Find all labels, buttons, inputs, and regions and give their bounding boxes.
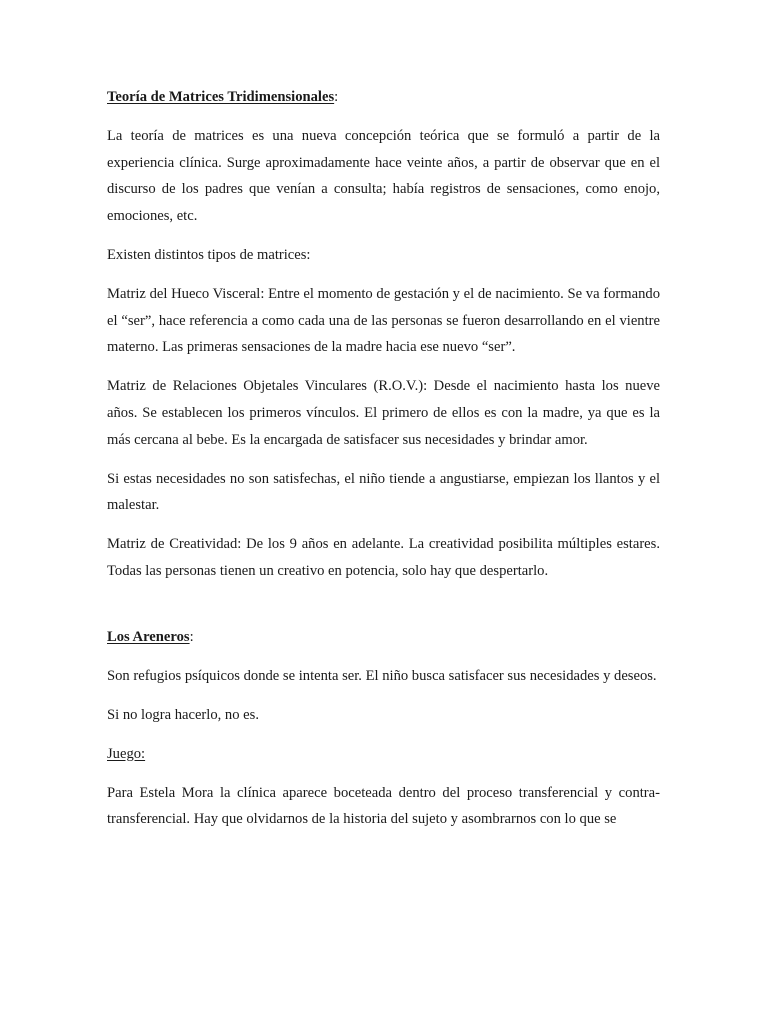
- section-heading-areneros: [107, 624, 660, 651]
- paragraph: Si estas necesidades no son satisfechas, el niño tiende a angustiarse, empiezan los llantos y el malestar.: [107, 470, 660, 514]
- section-heading-matrices: [107, 84, 660, 111]
- heading-colon: :: [334, 89, 339, 105]
- paragraph: La teoría de matrices es una nueva concepción teórica que se formuló a partir de la experiencia clínica. Surge aproximadamente hace veinte años, a partir de observar que en el discurso de los padres que venían a consulta; había registros de sensaciones, como enojo, emociones, etc.: [107, 128, 660, 224]
- heading-colon: :: [189, 628, 194, 645]
- paragraph: Matriz de Relaciones Objetales Vinculares (R.O.V.): Desde el nacimiento hasta los nueve años. Se establecen los primeros vínculos. El primero de ellos es con la madre, ya que es la más cercana al bebe. Es la encargada de satisfacer sus necesidades y brindar amor.: [107, 378, 660, 448]
- heading-text: Los Areneros: [107, 628, 190, 645]
- heading-text: Teoría de Matrices Tridimensionales: [107, 89, 335, 105]
- paragraph: Existen distintos tipos de matrices:: [107, 246, 311, 263]
- paragraph: Matriz de Creatividad: De los 9 años en adelante. La creatividad posibilita múltiples estares. Todas las personas tienen un creativo en potencia, solo hay que despertarlo.: [107, 536, 660, 579]
- paragraph: Matriz del Hueco Visceral: Entre el momento de gestación y el de nacimiento. Se va formando el “ser”, hace referencia a como cada una de las personas se fueron desarrollando en el vientre materno. Las primeras sensaciones de la madre hacia ese nuevo “ser”.: [107, 286, 660, 356]
- paragraph: Si no logra hacerlo, no es.: [107, 706, 259, 723]
- document-body: [107, 84, 660, 833]
- paragraph: Para Estela Mora la clínica aparece boceteada dentro del proceso transferencial y contra-transferencial. Hay que olvidarnos de la historia del sujeto y asombrarnos con lo que se: [107, 784, 660, 828]
- heading-text: Juego:: [107, 745, 146, 762]
- paragraph: Son refugios psíquicos donde se intenta ser. El niño busca satisfacer sus necesidades y deseos.: [107, 667, 657, 684]
- section-heading-juego: [107, 741, 660, 768]
